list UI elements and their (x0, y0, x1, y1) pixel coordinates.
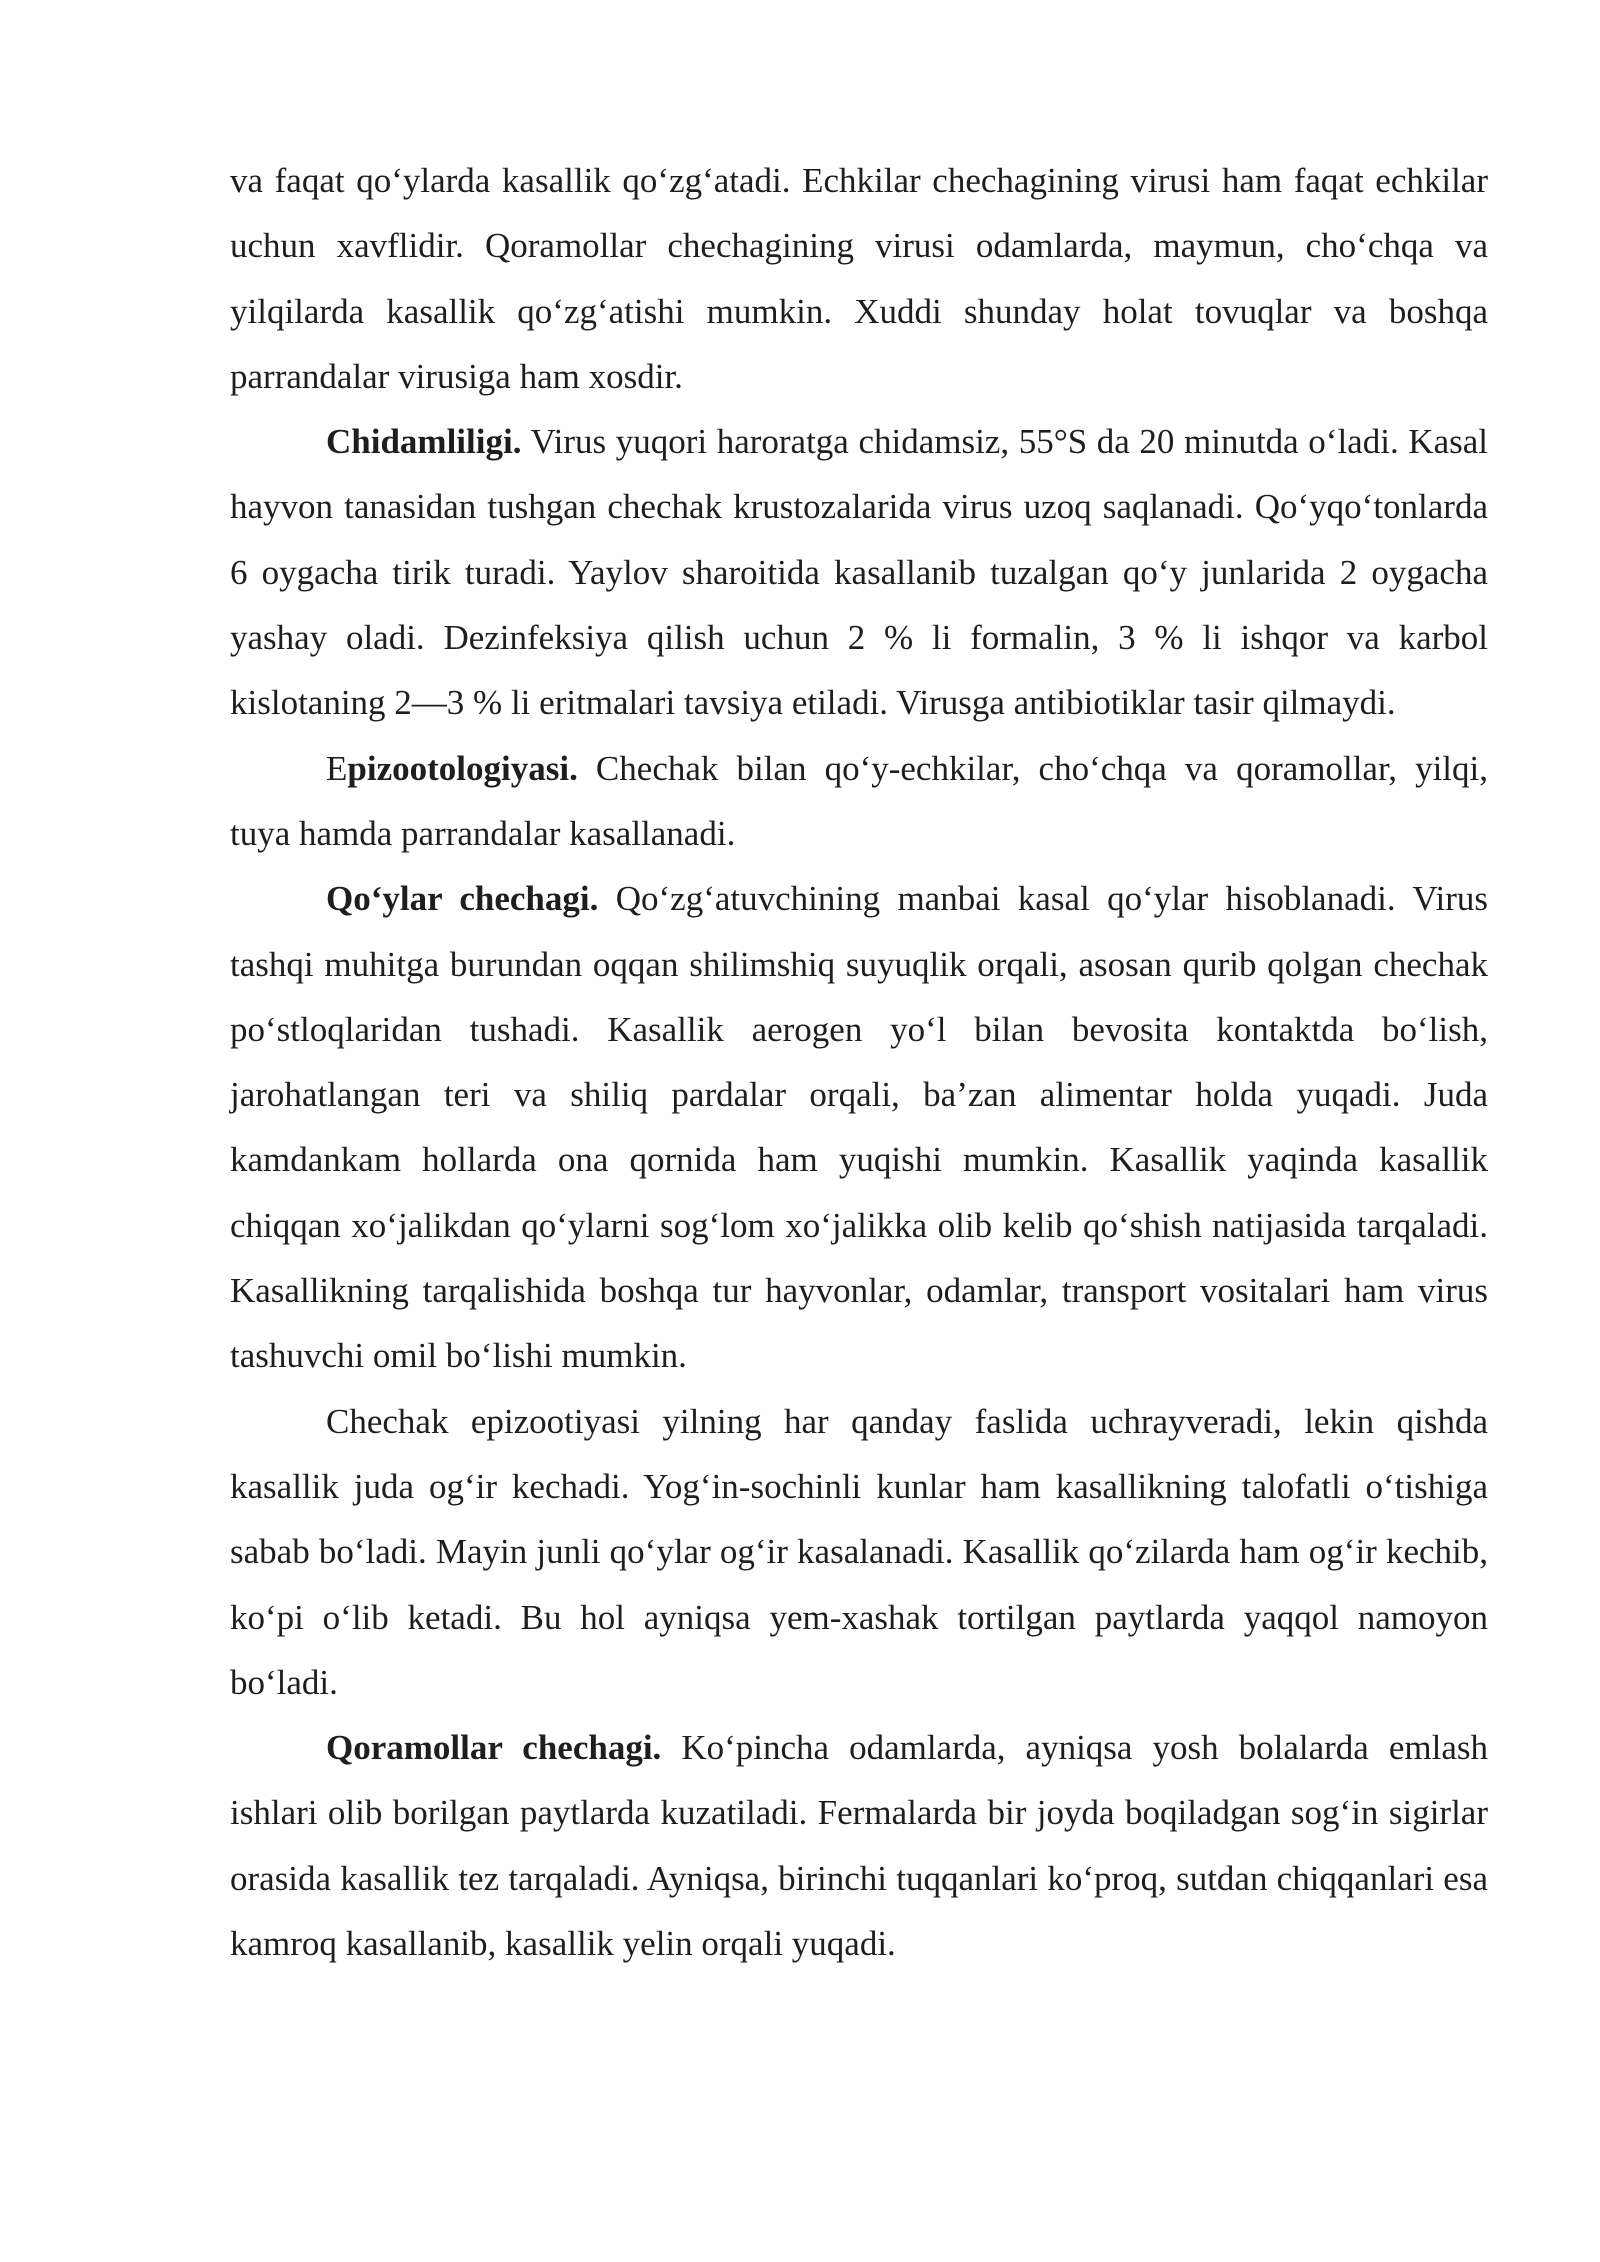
section-heading-sheep-pox: Qo‘ylar chechagi. (326, 879, 599, 919)
paragraph-text: va faqat qo‘ylarda kasallik qo‘zg‘atadi. Echkilar chechagining virusi ham faqat echkilar uchun xavflidir. Qoramollar chechagining virusi odamlarda, maymun, cho‘chqa va yilqilarda kasallik qo‘zg‘atishi mumkin. Xuddi shunday holat tovuqlar va boshqa parrandalar virusiga ham xosdir. (230, 161, 1488, 396)
paragraph-sheep-pox (230, 866, 1488, 1388)
paragraph-epizootology (230, 736, 1488, 867)
paragraph-text: Chechak epizootiyasi yilning har qanday faslida uchrayveradi, lekin qishda kasallik juda og‘ir kechadi. Yog‘in-sochinli kunlar ham kasallikning talofatli o‘tishiga sabab bo‘ladi. Mayin junli qo‘ylar og‘ir kasalanadi. Kasallik qo‘zilarda ham og‘ir kechib, ko‘pi o‘lib ketadi. Bu hol ayniqsa yem-xashak tortilgan paytlarda yaqqol namoyon bo‘ladi. (230, 1401, 1488, 1702)
paragraph-text: Ko‘pincha odamlarda, ayniqsa yosh bolalarda emlash ishlari olib borilgan paytlarda kuzatiladi. Fermalarda bir joyda boqiladgan sog‘in sigirlar orasida kasallik tez tarqaladi. Ayniqsa, birinchi tuqqanlari ko‘proq, sutdan chiqqanlari esa kamroq kasallanib, kasallik yelin orqali yuqadi. (230, 1728, 1488, 1964)
paragraph-pox-epizootic (230, 1389, 1488, 1715)
paragraph-resistance (230, 409, 1488, 735)
paragraph-continuation (230, 148, 1488, 409)
heading-prefix-letter: E (326, 748, 348, 788)
section-heading-epizootology: pizootologiyasi. (347, 748, 578, 788)
section-heading-resistance: Chidamliligi. (326, 422, 522, 462)
section-heading-cattle-pox: Qoramollar chechagi. (326, 1728, 662, 1768)
paragraph-text: Virus yuqori haroratga chidamsiz, 55°S da 20 minutda o‘ladi. Kasal hayvon tanasidan tushgan chechak krustozalarida virus uzoq saqlanadi. Qo‘yqo‘tonlarda 6 oygacha tirik turadi. Yaylov sharoitida kasallanib tuzalgan qo‘y junlarida 2 oygacha yashay oladi. Dezinfeksiya qilish uchun 2 % li formalin, 3 % li ishqor va karbol kislotaning 2—3 % li eritmalari tavsiya etiladi. Virusga antibiotiklar tasir qilmaydi. (230, 422, 1488, 723)
paragraph-text: Chechak bilan qo‘y-echkilar, cho‘chqa va qoramollar, yilqi, tuya hamda parrandalar kasallanadi. (230, 748, 1488, 853)
paragraph-text: Qo‘zg‘atuvchining manbai kasal qo‘ylar hisoblanadi. Virus tashqi muhitga burundan oqqan shilimshiq suyuqlik orqali, asosan qurib qolgan chechak po‘stloqlaridan tushadi. Kasallik aerogen yo‘l bilan bevosita kontaktda bo‘lish, jarohatlangan teri va shiliq pardalar orqali, ba’zan alimentar holda yuqadi. Juda kamdankam hollarda ona qornida ham yuqishi mumkin. Kasallik yaqinda kasallik chiqqan xo‘jalikdan qo‘ylarni sog‘lom xo‘jalikka olib kelib qo‘shish natijasida tarqaladi. Kasallikning tarqalishida boshqa tur hayvonlar, odamlar, transport vositalari ham virus tashuvchi omil bo‘lishi mumkin. (230, 879, 1488, 1376)
paragraph-cattle-pox (230, 1715, 1488, 1976)
document-body (230, 148, 1488, 1976)
